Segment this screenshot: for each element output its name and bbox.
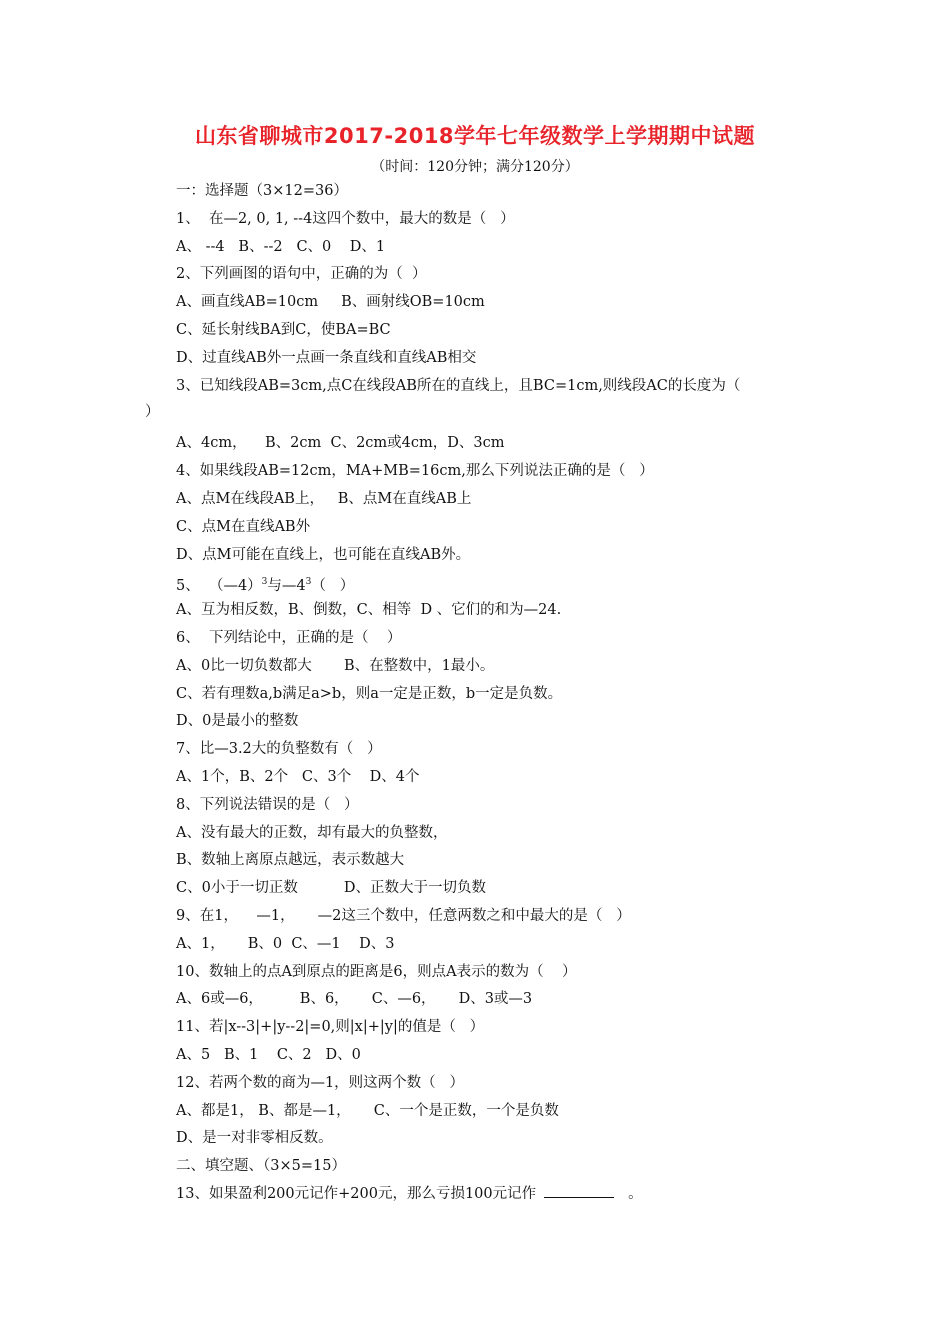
section-heading-choice: 一：选择题（3×12=36）: [176, 183, 348, 199]
question-1: 1、 在—2, 0, 1, --4这四个数中，最大的数是（ ）: [176, 210, 515, 227]
question-12-option-abc: A、都是1， B、都是—1， C、一个是正数，一个是负数: [176, 1102, 559, 1119]
question-5-prefix: 5、 （—4）: [176, 578, 262, 595]
exam-body: [145, 178, 816, 1209]
question-13-text: 13、如果盈利200元记作+200元，那么亏损100元记作: [176, 1185, 537, 1202]
section-heading-fill: 二、填空题、（3×5=15）: [176, 1158, 346, 1175]
question-6-option-ab: A、0比一切负数都大 B、在整数中，1最小。: [176, 657, 495, 674]
exam-title: 山东省聊城市2017-2018学年七年级数学上学期期中试题: [194, 124, 756, 148]
question-2-option-d: D、过直线AB外一点画一条直线和直线AB相交: [176, 349, 477, 366]
question-13: [176, 1181, 816, 1209]
question-6-option-d: D、0是最小的整数: [176, 713, 299, 730]
answer-blank[interactable]: [544, 1183, 614, 1198]
question-5: [176, 569, 816, 597]
question-7-options: A、1个，B、2个 C、3个 D、4个: [176, 768, 420, 785]
question-12-option-d: D、是一对非零相反数。: [176, 1130, 333, 1147]
question-4-option-ab: A、点M在线段AB上， B、点M在直线AB上: [176, 490, 472, 507]
question-7: 7、比—3.2大的负整数有（ ）: [176, 741, 382, 758]
question-6: 6、 下列结论中，正确的是（ ）: [176, 629, 402, 646]
question-11: 11、若|x--3|+|y--2|=0,则|x|+|y|的值是（ ）: [176, 1019, 485, 1036]
question-5-middle: 与—4: [267, 578, 306, 595]
question-8: 8、下列说法错误的是（ ）: [176, 796, 359, 813]
question-9-options: A、1， B、0 C、—1 D、3: [176, 935, 395, 952]
question-12: 12、若两个数的商为—1，则这两个数（ ）: [176, 1074, 465, 1091]
question-1-options: A、 --4 B、--2 C、0 D、1: [176, 238, 386, 255]
question-9: 9、在1， —1， —2这三个数中，任意两数之和中最大的是（ ）: [176, 907, 631, 924]
exam-subtitle: （时间：120分钟；满分120分）: [371, 159, 579, 175]
question-4-option-d: D、点M可能在直线上，也可能在直线AB外。: [176, 546, 471, 563]
question-8-option-b: B、数轴上离原点越远，表示数越大: [176, 852, 405, 869]
question-4: 4、如果线段AB=12cm，MA+MB=16cm,那么下列说法正确的是（ ）: [176, 463, 654, 480]
question-10-options: A、6或—6， B、6， C、—6， D、3或—3: [176, 991, 533, 1008]
question-3-continuation: ）: [145, 404, 160, 421]
question-5-exponent-1: 3: [261, 577, 268, 588]
question-4-option-c: C、点M在直线AB外: [176, 518, 311, 535]
question-11-options: A、5 B、1 C、2 D、0: [176, 1046, 361, 1063]
question-5-options: A、互为相反数，B、倒数，C、相等 D 、它们的和为—24.: [176, 602, 562, 619]
question-10: 10、数轴上的点A到原点的距离是6，则点A表示的数为（ ）: [176, 963, 577, 980]
question-8-option-a: A、没有最大的正数，却有最大的负整数，: [176, 824, 448, 841]
question-2-option-c: C、延长射线BA到C，使BA=BC: [176, 321, 391, 338]
question-8-option-cd: C、0小于一切正数 D、正数大于一切负数: [176, 880, 487, 897]
question-13-end: 。: [628, 1185, 643, 1202]
question-6-option-c: C、若有理数a,b满足a>b，则a一定是正数，b一定是负数。: [176, 685, 563, 702]
question-5-exponent-2: 3: [305, 577, 312, 588]
question-3: 3、已知线段AB=3cm,点C在线段AB所在的直线上，且BC=1cm,则线段AC的长度为（: [176, 377, 741, 394]
question-2: 2、下列画图的语句中，正确的为（ ）: [176, 266, 427, 283]
question-3-options: A、4cm， B、2cm C、2cm或4cm，D、3cm: [176, 435, 505, 452]
question-5-suffix: （ ）: [311, 578, 355, 595]
question-2-option-ab: A、画直线AB=10cm B、画射线OB=10cm: [176, 294, 485, 311]
